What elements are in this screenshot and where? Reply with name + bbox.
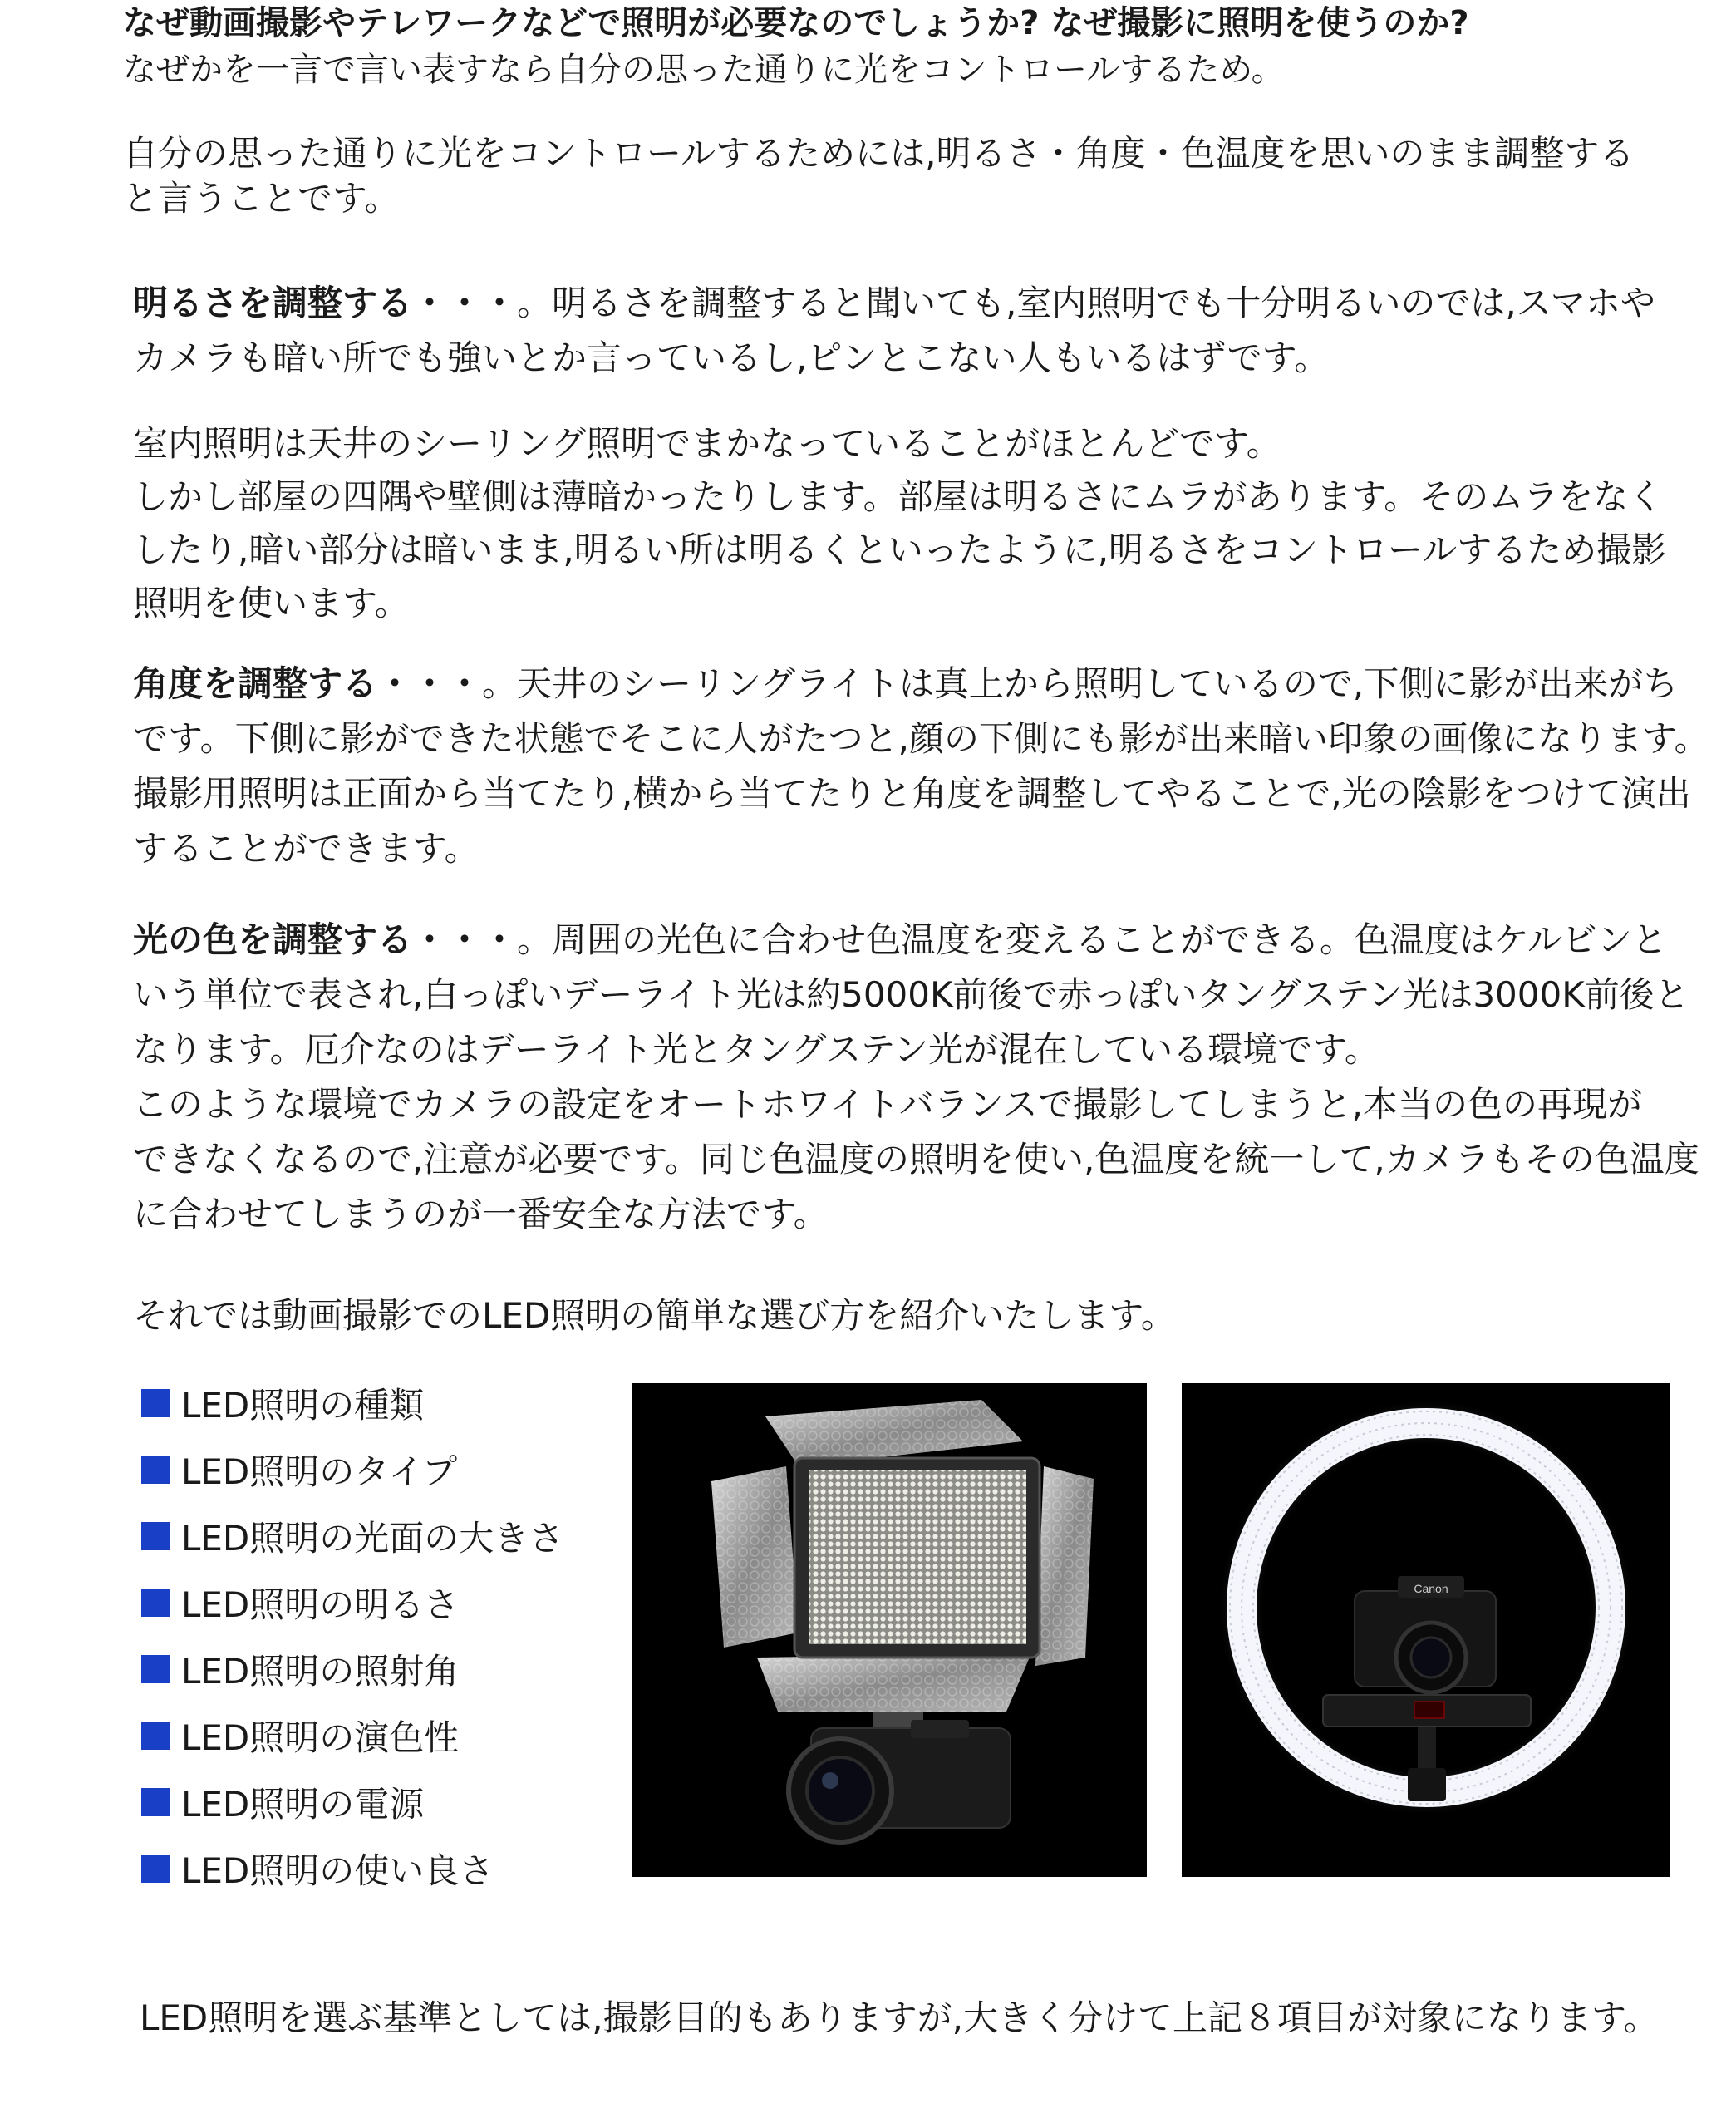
blue-square-icon — [141, 1389, 170, 1417]
list-item — [141, 1370, 563, 1436]
ring-light-photo — [1182, 1383, 1670, 1877]
color-lead: 光の色を調整する・・・ — [133, 919, 518, 960]
color-text: 。周囲の光色に合わせ色温度を変えることができる。色温度はケルビンと — [517, 919, 1667, 960]
color-line: なります。厄介なのはデーライト光とタングステン光が混在している環境です。 — [133, 1029, 1379, 1070]
list-item — [141, 1835, 563, 1902]
heading — [123, 0, 1702, 93]
list-item — [141, 1436, 563, 1503]
list-item-label: LED照明の種類 — [181, 1385, 425, 1426]
color-line — [133, 913, 1712, 968]
blue-square-icon — [141, 1855, 170, 1883]
led-panel-photo — [632, 1383, 1147, 1877]
intro-line: と言うことです。 — [123, 178, 400, 219]
list-item — [141, 1636, 563, 1702]
led-panel-illustration — [632, 1383, 1147, 1877]
indoor-line: しかし部屋の四隅や壁側は薄暗かったりします。部屋は明るさにムラがあります。そのムラをなく — [133, 476, 1664, 517]
indoor-paragraph — [133, 417, 1712, 630]
list-item-label: LED照明の使い良さ — [181, 1850, 494, 1891]
angle-line — [133, 657, 1712, 712]
color-line: に合わせてしまうのが一番安全な方法です。 — [133, 1194, 829, 1234]
brightness-text: 。明るさを調整すると聞いても,室内照明でも十分明るいのでは,スマホや — [517, 283, 1655, 323]
list-intro — [133, 1288, 1712, 1343]
brightness-line — [133, 276, 1712, 331]
color-line: できなくなるので,注意が必要です。同じ色温度の照明を使い,色温度を統一して,カメラもその色温度 — [133, 1139, 1699, 1180]
angle-line: することができます。 — [133, 828, 479, 869]
list-item-label: LED照明の電源 — [181, 1784, 425, 1825]
footer-text: LED照明を選ぶ基準としては,撮影目的もありますが,大きく分けて上記８項目が対象になります。 — [140, 1997, 1659, 2038]
list-item — [141, 1769, 563, 1835]
angle-paragraph — [133, 657, 1712, 876]
blue-square-icon — [141, 1456, 170, 1484]
angle-text: 。天井のシーリングライトは真上から照明しているので,下側に影が出来がち — [482, 663, 1679, 704]
list-item-label: LED照明のタイプ — [181, 1451, 458, 1492]
intro-paragraph — [123, 131, 1702, 221]
brightness-line: カメラも暗い所でも強いとか言っているし,ピンとこない人もいるはずです。 — [133, 337, 1330, 378]
led-criteria-list — [141, 1370, 563, 1902]
angle-line: です。下側に影ができた状態でそこに人がたつと,顔の下側にも影が出来暗い印象の画像になります。 — [133, 718, 1709, 759]
list-item-label: LED照明の演色性 — [181, 1717, 460, 1758]
blue-square-icon — [141, 1522, 170, 1550]
angle-lead: 角度を調整する・・・ — [133, 663, 483, 704]
color-paragraph — [133, 913, 1712, 1242]
page-subtitle: なぜかを一言で言い表すなら自分の思った通りに光をコントロールするため。 — [123, 51, 1285, 89]
blue-square-icon — [141, 1655, 170, 1683]
indoor-line: 照明を使います。 — [133, 583, 410, 623]
list-item-label: LED照明の光面の大きさ — [181, 1518, 564, 1559]
blue-square-icon — [141, 1589, 170, 1617]
list-item — [141, 1569, 563, 1636]
blue-square-icon — [141, 1722, 170, 1750]
list-item — [141, 1702, 563, 1769]
color-line: いう単位で表され,白っぽいデーライト光は約5000K前後で赤っぽいタングステン光は3000K前後と — [133, 974, 1689, 1015]
indoor-line: したり,暗い部分は暗いまま,明るい所は明るくといったように,明るさをコントロールするため撮影 — [133, 530, 1667, 570]
list-item-label: LED照明の明るさ — [181, 1584, 460, 1625]
blue-square-icon — [141, 1788, 170, 1816]
list-item — [141, 1503, 563, 1569]
list-item-label: LED照明の照射角 — [181, 1651, 460, 1692]
ring-light-illustration — [1182, 1383, 1670, 1877]
page-title: なぜ動画撮影やテレワークなどで照明が必要なのでしょうか? なぜ撮影に照明を使うのか? — [123, 4, 1469, 42]
list-intro-text: それでは動画撮影でのLED照明の簡単な選び方を紹介いたします。 — [133, 1295, 1176, 1336]
angle-line: 撮影用照明は正面から当てたり,横から当てたりと角度を調整してやることで,光の陰影をつけて演出 — [133, 773, 1691, 814]
intro-line: 自分の思った通りに光をコントロールするためには,明るさ・角度・色温度を思いのまま調整する — [123, 133, 1635, 174]
camera-brand-label: Canon — [1414, 1582, 1448, 1595]
brightness-lead: 明るさを調整する・・・ — [133, 283, 518, 323]
indoor-line: 室内照明は天井のシーリング照明でまかなっていることがほとんどです。 — [133, 423, 1281, 464]
brightness-paragraph — [133, 276, 1712, 386]
color-line: このような環境でカメラの設定をオートホワイトバランスで撮影してしまうと,本当の色の再現が — [133, 1084, 1642, 1125]
